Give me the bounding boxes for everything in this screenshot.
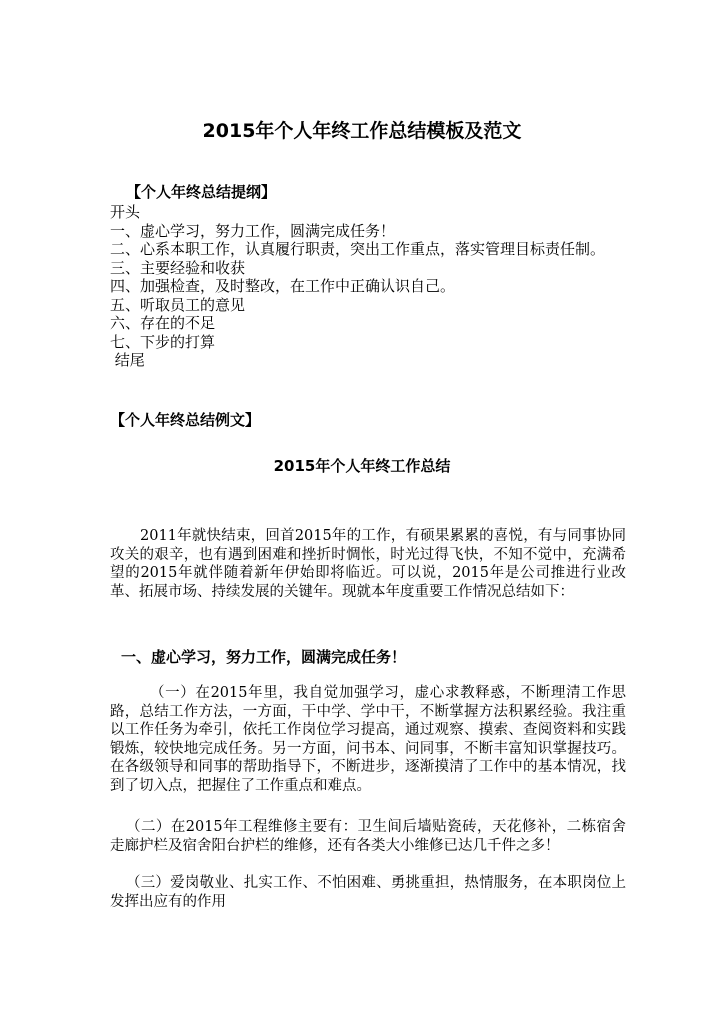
outline-item-1: 一、虚心学习，努力工作，圆满完成任务！ bbox=[110, 221, 396, 240]
outline-list bbox=[110, 203, 630, 370]
outline-item-4: 四、加强检查，及时整改，在工作中正确认识自己。 bbox=[110, 277, 456, 295]
outline-item-2: 二、心系本职工作，认真履行职责，突出工作重点，落实管理目标责任制。 bbox=[110, 240, 606, 258]
document-title: 2015年个人年终工作总结模板及范文 bbox=[202, 120, 522, 142]
outline-item-opening: 开头 bbox=[110, 203, 141, 221]
essay-subtitle: 2015年个人年终工作总结 bbox=[273, 457, 451, 475]
outline-item-6: 六、存在的不足 bbox=[110, 314, 216, 332]
outline-item-5: 五、听取员工的意见 bbox=[110, 295, 246, 314]
intro-paragraph: 2011年就快结束，回首2015年的工作，有硕果累累的喜悦，有与同事协同攻关的艰辛，也有遇到困难和挫折时惆怅，时光过得飞快，不知不觉中，充满希望的2015年就伴随着新年伊始即将临近。可以说，2015年是公司推进行业改革、拓展市场、持续发展的关键年。现就本年度重要工作情况总结如下： bbox=[110, 528, 626, 600]
section-1-paragraph-1: （一）在2015年里，我自觉加强学习，虚心求教释惑，不断理清工作思路，总结工作方法，一方面，干中学、学中干，不断掌握方法积累经验。我注重以工作任务为牵引，依托工作岗位学习提高，通过观察、摸索、查阅资料和实践锻炼，较快地完成任务。另一方面，问书本、问同事，不断丰富知识掌握技巧。在各级领导和同事的帮助指导下，不断进步，逐渐摸清了工作中的基本情况，找到了切入点，把握住了工作重点和难点。 bbox=[110, 685, 626, 794]
outline-item-7: 七、下步的打算 bbox=[110, 332, 216, 351]
example-heading: 【个人年终总结例文】 bbox=[110, 411, 261, 429]
outline-heading: 【个人年终总结提纲】 bbox=[126, 183, 277, 201]
section-1-heading: 一、虚心学习，努力工作，圆满完成任务！ bbox=[121, 648, 407, 666]
section-1-paragraph-3: （三）爱岗敬业、扎实工作、不怕困难、勇挑重担，热情服务，在本职岗位上发挥出应有的作用 bbox=[110, 875, 626, 910]
outline-item-3: 三、主要经验和收获 bbox=[110, 258, 246, 277]
outline-item-ending: 结尾 bbox=[110, 351, 145, 369]
section-1-paragraph-2: （二）在2015年工程维修主要有：卫生间后墙贴瓷砖，天花修补，二栋宿舍走廊护栏及宿舍阳台护栏的维修，还有各类大小维修已达几千件之多！ bbox=[110, 819, 626, 854]
